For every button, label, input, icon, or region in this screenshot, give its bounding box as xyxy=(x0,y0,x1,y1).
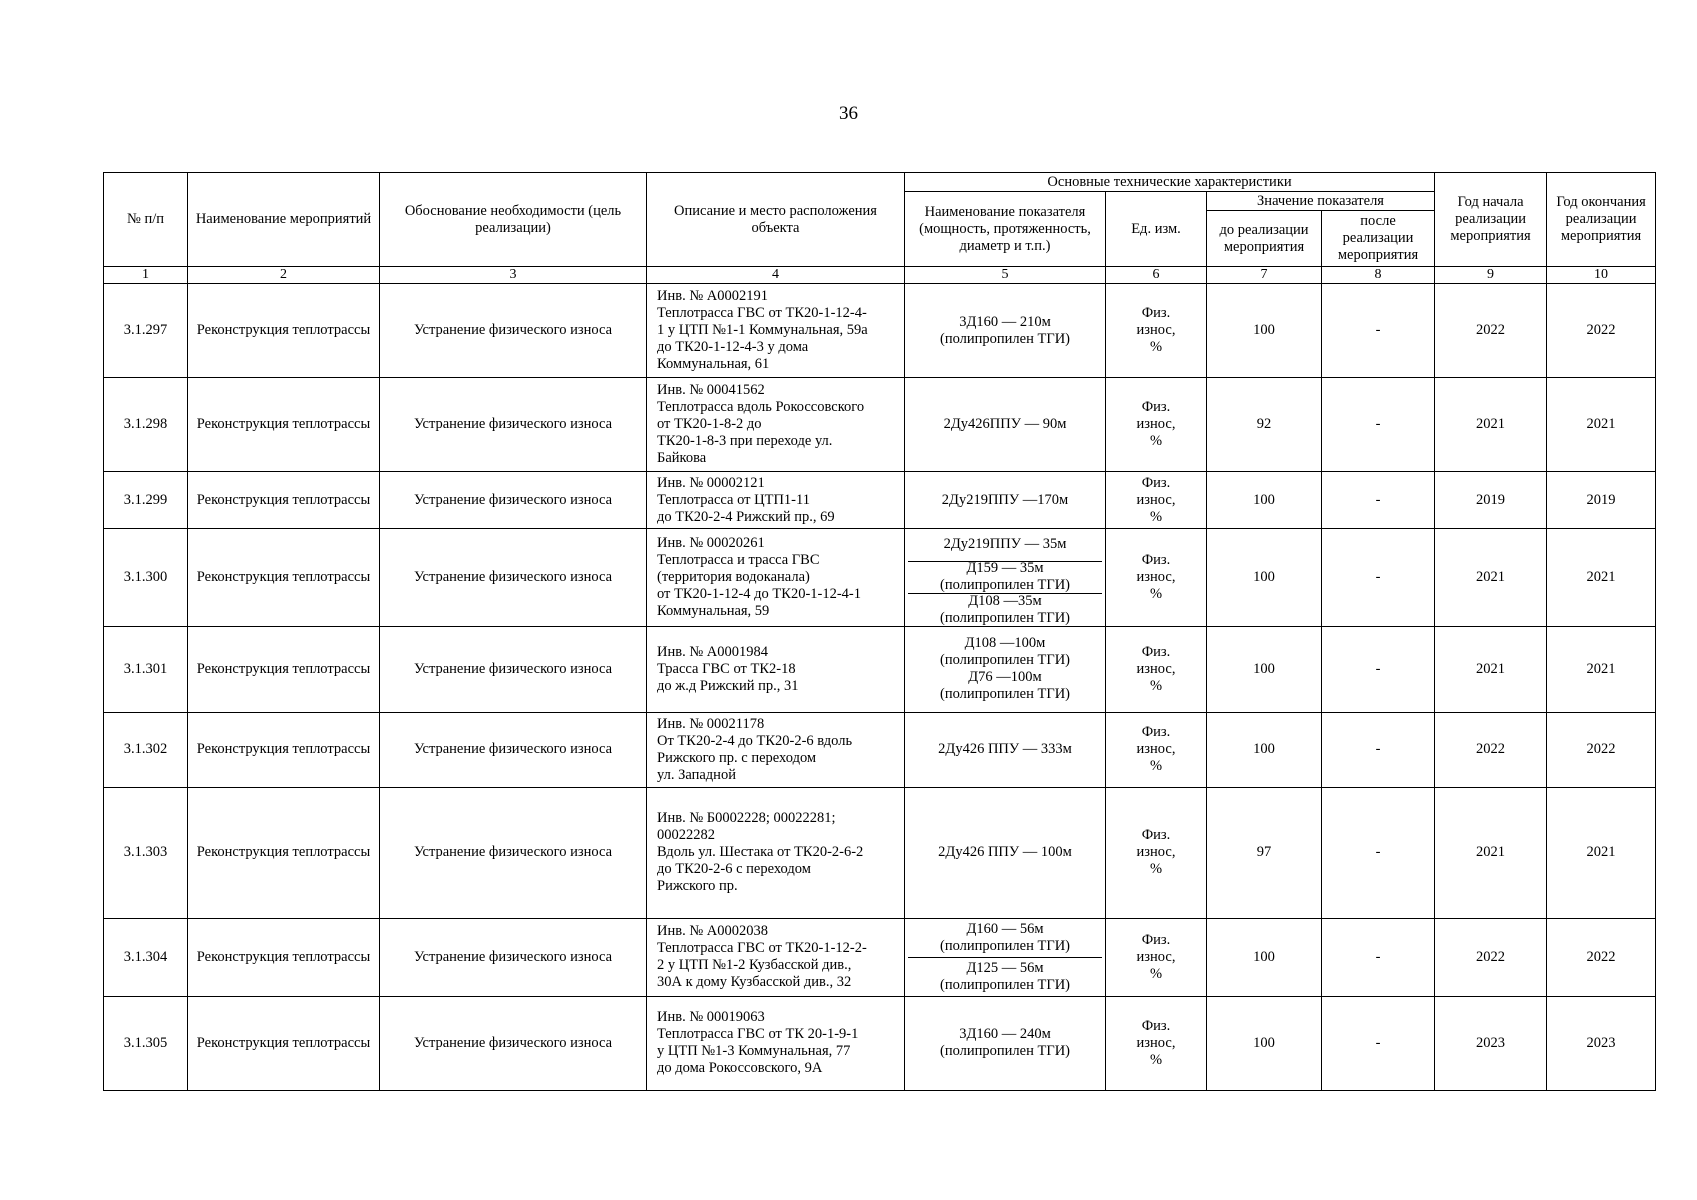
unit-cell-line: Физ. xyxy=(1141,827,1171,844)
header-name: Наименование мероприятий xyxy=(188,173,380,267)
object-description-line: Инв. № 00019063 xyxy=(657,1009,765,1026)
table-row xyxy=(104,472,1656,529)
object-description-line: Коммунальная, 59 xyxy=(657,602,770,619)
unit-cell xyxy=(1106,284,1207,378)
value-before: 100 xyxy=(1207,472,1322,529)
table-body xyxy=(104,284,1656,1091)
object-description-line: 1 у ЦТП №1-1 Коммунальная, 59а xyxy=(657,322,868,338)
table-row xyxy=(104,378,1656,472)
measure-reason: Устранение физического износа xyxy=(380,472,647,529)
object-description-line: ул. Западной xyxy=(657,766,736,783)
header-reason: Обоснование необходимости (цель реализации) xyxy=(380,173,647,267)
object-description-line: ТК20-1-8-3 при переходе ул. xyxy=(657,433,833,449)
object-description-line: Байкова xyxy=(657,450,707,466)
value-before: 100 xyxy=(1207,996,1322,1090)
value-after: - xyxy=(1322,284,1435,378)
unit-cell xyxy=(1106,626,1207,712)
column-number: 7 xyxy=(1207,267,1322,284)
header-start-year: Год начала реализации мероприятия xyxy=(1435,173,1547,267)
object-description-line: Теплотрасса ГВС от ТК 20-1-9-1 xyxy=(657,1026,859,1043)
object-description-line: до дома Рокоссовского, 9А xyxy=(657,1060,823,1077)
indicator-line: 2Ду219ППУ —170м xyxy=(941,491,1069,508)
indicator-subcell xyxy=(908,957,1102,996)
header-end-year: Год окончания реализации мероприятия xyxy=(1547,173,1656,267)
value-after: - xyxy=(1322,378,1435,472)
object-description-line: Теплотрасса и трасса ГВС xyxy=(657,551,820,568)
unit-cell-line: Физ. xyxy=(1141,724,1171,741)
row-number: 3.1.303 xyxy=(104,787,188,918)
end-year: 2022 xyxy=(1547,712,1656,787)
end-year: 2021 xyxy=(1547,529,1656,627)
object-description-line: до ж.д Рижский пр., 31 xyxy=(657,677,799,694)
object-description-line: 30А к дому Кузбасской див., 32 xyxy=(657,974,852,991)
start-year: 2022 xyxy=(1435,712,1547,787)
object-description-line: до ТК20-2-4 Рижский пр., 69 xyxy=(657,508,835,525)
indicator-cell xyxy=(905,787,1106,918)
indicator-line: 3Д160 — 240м xyxy=(959,1026,1051,1043)
indicator-cell xyxy=(905,626,1106,712)
indicator-line: 3Д160 — 210м xyxy=(959,313,1051,330)
column-number: 3 xyxy=(380,267,647,284)
header-description: Описание и место расположения объекта xyxy=(647,173,905,267)
header-before: до реализации мероприятия xyxy=(1207,211,1322,267)
object-description-line: Инв. № 00021178 xyxy=(657,715,765,732)
header-indicator-name: Наименование показателя (мощность, протяженность, диаметр и т.п.) xyxy=(905,192,1106,267)
object-description-line: Коммунальная, 61 xyxy=(657,356,770,372)
indicator-line: Д76 —100м xyxy=(968,669,1042,686)
start-year: 2019 xyxy=(1435,472,1547,529)
start-year: 2022 xyxy=(1435,284,1547,378)
indicator-line: Д160 — 56м xyxy=(966,920,1044,937)
measure-name: Реконструкция теплотрассы xyxy=(188,787,380,918)
indicator-subcell xyxy=(908,561,1102,594)
unit-cell-line: износ, xyxy=(1136,416,1176,432)
start-year: 2021 xyxy=(1435,378,1547,472)
object-description xyxy=(647,918,905,996)
table-row xyxy=(104,996,1656,1090)
unit-cell-line: износ, xyxy=(1136,948,1176,965)
table-row xyxy=(104,918,1656,996)
object-description-line: Инв. № Б0002228; 00022281; xyxy=(657,810,836,827)
value-before: 100 xyxy=(1207,712,1322,787)
unit-cell xyxy=(1106,472,1207,529)
indicator-subcell xyxy=(908,529,1102,561)
row-number: 3.1.297 xyxy=(104,284,188,378)
table-row xyxy=(104,529,1656,627)
measure-name: Реконструкция теплотрассы xyxy=(188,918,380,996)
indicator-line: Д125 — 56м xyxy=(966,959,1044,976)
unit-cell-line: % xyxy=(1149,758,1163,775)
unit-cell-line: % xyxy=(1149,861,1163,878)
unit-cell xyxy=(1106,918,1207,996)
indicator-line: Д108 —35м xyxy=(968,593,1042,610)
unit-cell-line: % xyxy=(1149,585,1163,602)
unit-cell-line: Физ. xyxy=(1141,305,1171,321)
object-description xyxy=(647,529,905,627)
unit-cell-line: % xyxy=(1149,339,1163,355)
column-number: 4 xyxy=(647,267,905,284)
unit-cell-line: % xyxy=(1149,677,1163,694)
measure-reason: Устранение физического износа xyxy=(380,529,647,627)
column-number: 5 xyxy=(905,267,1106,284)
unit-cell-line: износ, xyxy=(1136,568,1176,585)
unit-cell-line: износ, xyxy=(1136,491,1176,508)
value-before: 100 xyxy=(1207,918,1322,996)
value-after: - xyxy=(1322,918,1435,996)
measure-name: Реконструкция теплотрассы xyxy=(188,996,380,1090)
end-year: 2021 xyxy=(1547,626,1656,712)
measure-reason: Устранение физического износа xyxy=(380,712,647,787)
value-before: 97 xyxy=(1207,787,1322,918)
unit-cell xyxy=(1106,787,1207,918)
value-before: 92 xyxy=(1207,378,1322,472)
measure-name: Реконструкция теплотрассы xyxy=(188,378,380,472)
unit-cell-line: износ, xyxy=(1136,844,1176,861)
projects-table xyxy=(103,172,1656,1091)
header-unit: Ед. изм. xyxy=(1106,192,1207,267)
value-before: 100 xyxy=(1207,626,1322,712)
unit-cell-line: износ, xyxy=(1136,660,1176,677)
column-number: 9 xyxy=(1435,267,1547,284)
measure-name: Реконструкция теплотрассы xyxy=(188,284,380,378)
object-description-line: Теплотрасса ГВС от ТК20-1-12-2- xyxy=(657,940,867,957)
object-description-line: Рижского пр. xyxy=(657,878,738,895)
measure-reason: Устранение физического износа xyxy=(380,378,647,472)
end-year: 2019 xyxy=(1547,472,1656,529)
object-description-line: Инв. № 00002121 xyxy=(657,474,765,491)
indicator-line: 2Ду426 ППУ — 333м xyxy=(938,741,1072,758)
object-description-line: Инв. № А0002038 xyxy=(657,923,769,940)
object-description-line: от ТК20-1-12-4 до ТК20-1-12-4-1 xyxy=(657,585,862,602)
indicator-subcell xyxy=(908,919,1102,957)
header-tech-group: Основные технические характеристики xyxy=(905,173,1435,192)
object-description xyxy=(647,996,905,1090)
row-number: 3.1.298 xyxy=(104,378,188,472)
unit-cell-line: Физ. xyxy=(1141,643,1171,660)
unit-cell-line: Физ. xyxy=(1141,474,1171,491)
indicator-line: (полипропилен ТГИ) xyxy=(939,1043,1071,1060)
header-num: № п/п xyxy=(104,173,188,267)
unit-cell xyxy=(1106,996,1207,1090)
object-description xyxy=(647,284,905,378)
value-before: 100 xyxy=(1207,529,1322,627)
indicator-cell xyxy=(905,918,1106,996)
column-number: 8 xyxy=(1322,267,1435,284)
measure-reason: Устранение физического износа xyxy=(380,787,647,918)
unit-cell xyxy=(1106,712,1207,787)
start-year: 2022 xyxy=(1435,918,1547,996)
measure-name: Реконструкция теплотрассы xyxy=(188,472,380,529)
indicator-cell xyxy=(905,712,1106,787)
header-after: после реализации мероприятия xyxy=(1322,211,1435,267)
unit-cell-line: износ, xyxy=(1136,1034,1176,1051)
indicator-cell xyxy=(905,472,1106,529)
end-year: 2022 xyxy=(1547,918,1656,996)
measure-reason: Устранение физического износа xyxy=(380,996,647,1090)
object-description-line: Инв. № А0002191 xyxy=(657,288,769,304)
row-number: 3.1.305 xyxy=(104,996,188,1090)
value-before: 100 xyxy=(1207,284,1322,378)
unit-cell-line: % xyxy=(1149,965,1163,982)
value-after: - xyxy=(1322,529,1435,627)
indicator-line: (полипропилен ТГИ) xyxy=(939,652,1071,669)
unit-cell-line: Физ. xyxy=(1141,551,1171,568)
table-row xyxy=(104,787,1656,918)
unit-cell-line: % xyxy=(1149,1051,1163,1068)
value-after: - xyxy=(1322,996,1435,1090)
object-description-line: Теплотрасса от ЦТП1-11 xyxy=(657,491,810,508)
indicator-line: (полипропилен ТГИ) xyxy=(939,976,1071,993)
indicator-line: (полипропилен ТГИ) xyxy=(939,610,1071,627)
row-number: 3.1.299 xyxy=(104,472,188,529)
measure-name: Реконструкция теплотрассы xyxy=(188,626,380,712)
unit-cell-line: % xyxy=(1149,433,1163,449)
start-year: 2023 xyxy=(1435,996,1547,1090)
measure-name: Реконструкция теплотрассы xyxy=(188,712,380,787)
indicator-line: 2Ду219ППУ — 35м xyxy=(943,536,1067,553)
page-number: 36 xyxy=(839,103,858,124)
indicator-cell xyxy=(905,284,1106,378)
end-year: 2021 xyxy=(1547,787,1656,918)
indicator-line: 2Ду426 ППУ — 100м xyxy=(938,844,1072,861)
object-description-line: Вдоль ул. Шестака от ТК20-2-6-2 xyxy=(657,844,864,861)
table-row xyxy=(104,626,1656,712)
value-after: - xyxy=(1322,472,1435,529)
start-year: 2021 xyxy=(1435,787,1547,918)
column-number: 10 xyxy=(1547,267,1656,284)
object-description xyxy=(647,378,905,472)
unit-cell-line: Физ. xyxy=(1141,399,1171,415)
indicator-cell xyxy=(905,378,1106,472)
unit-cell xyxy=(1106,378,1207,472)
indicator-subcell xyxy=(908,593,1102,626)
start-year: 2021 xyxy=(1435,626,1547,712)
column-number: 6 xyxy=(1106,267,1207,284)
value-after: - xyxy=(1322,712,1435,787)
measure-reason: Устранение физического износа xyxy=(380,626,647,712)
table-row xyxy=(104,712,1656,787)
object-description-line: до ТК20-2-6 с переходом xyxy=(657,861,811,878)
indicator-cell xyxy=(905,996,1106,1090)
object-description-line: у ЦТП №1-3 Коммунальная, 77 xyxy=(657,1043,851,1060)
header-value-group: Значение показателя xyxy=(1207,192,1435,211)
object-description xyxy=(647,712,905,787)
end-year: 2022 xyxy=(1547,284,1656,378)
table-row xyxy=(104,284,1656,378)
object-description-line: до ТК20-1-12-4-3 у дома xyxy=(657,339,809,355)
unit-cell-line: Физ. xyxy=(1141,1017,1171,1034)
indicator-line: (полипропилен ТГИ) xyxy=(939,330,1071,347)
indicator-line: Д159 — 35м xyxy=(966,560,1044,577)
end-year: 2023 xyxy=(1547,996,1656,1090)
value-after: - xyxy=(1322,626,1435,712)
object-description-line: От ТК20-2-4 до ТК20-2-6 вдоль xyxy=(657,732,853,749)
end-year: 2021 xyxy=(1547,378,1656,472)
object-description-line: Инв. № А0001984 xyxy=(657,643,769,660)
unit-cell-line: % xyxy=(1149,508,1163,525)
object-description-line: 2 у ЦТП №1-2 Кузбасской див., xyxy=(657,957,852,974)
object-description-line: Трасса ГВС от ТК2-18 xyxy=(657,660,796,677)
object-description xyxy=(647,472,905,529)
measure-reason: Устранение физического износа xyxy=(380,918,647,996)
indicator-line: (полипропилен ТГИ) xyxy=(939,937,1071,954)
object-description-line: Инв. № 00020261 xyxy=(657,534,765,551)
measure-reason: Устранение физического износа xyxy=(380,284,647,378)
object-description-line: (территория водоканала) xyxy=(657,568,810,585)
column-number: 2 xyxy=(188,267,380,284)
unit-cell-line: износ, xyxy=(1136,322,1176,338)
object-description xyxy=(647,626,905,712)
object-description-line: Рижского пр. с переходом xyxy=(657,749,817,766)
object-description-line: от ТК20-1-8-2 до xyxy=(657,416,762,432)
row-number: 3.1.301 xyxy=(104,626,188,712)
object-description-line: Теплотрасса ГВС от ТК20-1-12-4- xyxy=(657,305,867,321)
unit-cell-line: Физ. xyxy=(1141,931,1171,948)
indicator-line: Д108 —100м xyxy=(964,635,1046,652)
row-number: 3.1.302 xyxy=(104,712,188,787)
indicator-line: (полипропилен ТГИ) xyxy=(939,686,1071,703)
start-year: 2021 xyxy=(1435,529,1547,627)
indicator-line: 2Ду426ППУ — 90м xyxy=(943,416,1067,432)
object-description-line: Теплотрасса вдоль Рокоссовского xyxy=(657,399,865,415)
row-number: 3.1.304 xyxy=(104,918,188,996)
unit-cell xyxy=(1106,529,1207,627)
column-number: 1 xyxy=(104,267,188,284)
object-description-line: 00022282 xyxy=(657,827,715,844)
measure-name: Реконструкция теплотрассы xyxy=(188,529,380,627)
object-description xyxy=(647,787,905,918)
indicator-cell xyxy=(905,529,1106,627)
object-description-line: Инв. № 00041562 xyxy=(657,382,765,398)
column-numbers-row xyxy=(104,267,1656,284)
value-after: - xyxy=(1322,787,1435,918)
unit-cell-line: износ, xyxy=(1136,741,1176,758)
row-number: 3.1.300 xyxy=(104,529,188,627)
indicator-line: (полипропилен ТГИ) xyxy=(939,577,1071,594)
